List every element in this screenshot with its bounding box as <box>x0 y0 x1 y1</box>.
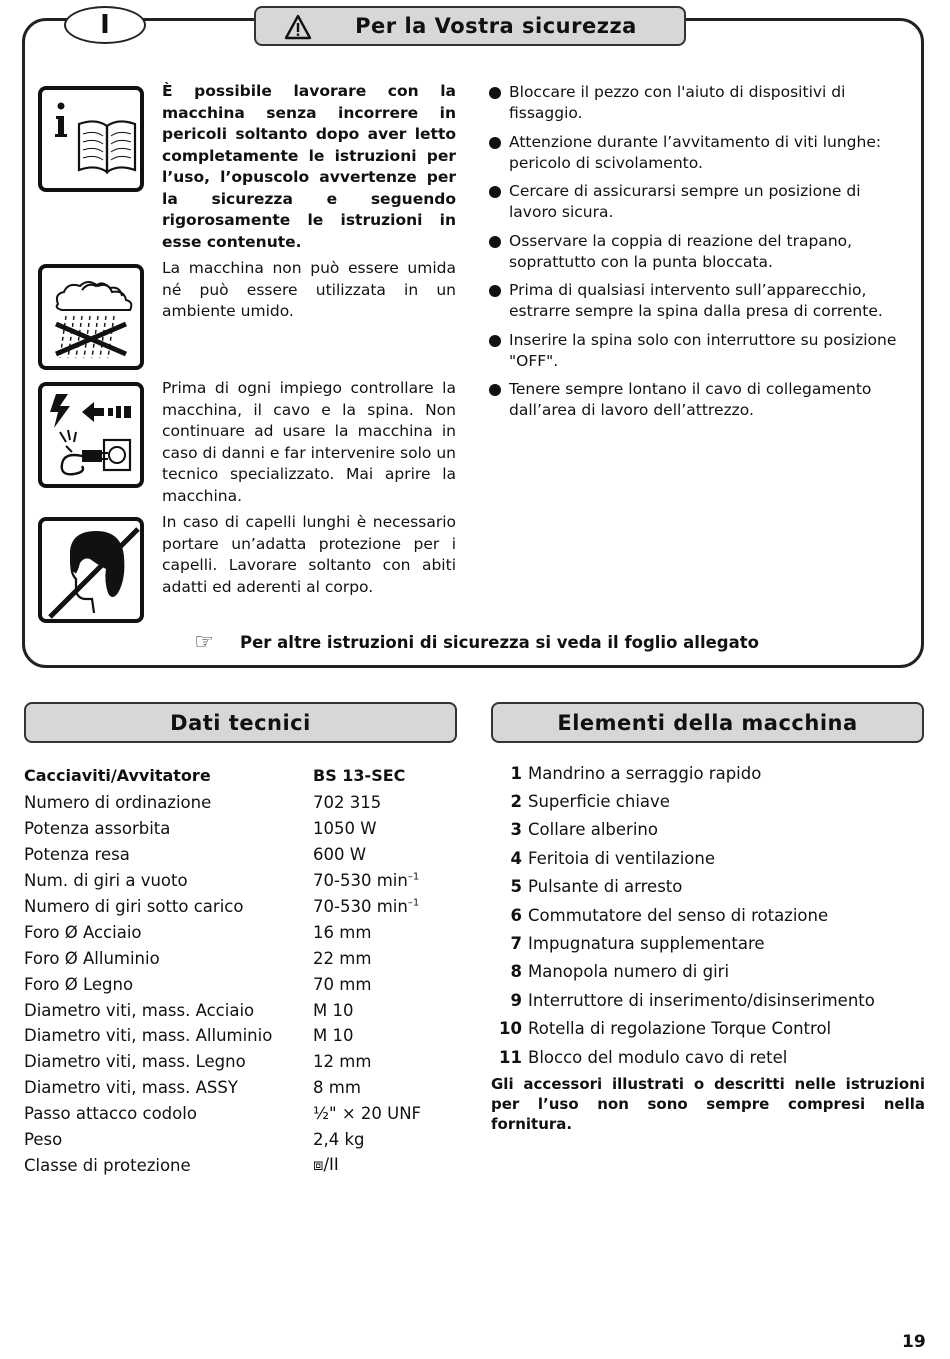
spec-label: Num. di giri a vuoto <box>24 871 188 891</box>
part-number: 1 <box>510 763 522 783</box>
hair-warning: In caso di capelli lunghi è necessario portare un’adatta protezione per i capelli. Lavorare soltanto con abiti adatti ed aderenti al corpo. <box>162 513 456 596</box>
inspection-warning: Prima di ogni impiego controllare la macchina, il cavo e la spina. Non continuare ad usare la macchina in caso di danni e far intervenire solo un tecnico specializzato. Mai aprire la macchina. <box>162 379 456 505</box>
part-item <box>494 986 926 1014</box>
part-label: Blocco del modulo cavo di retel <box>528 1047 788 1067</box>
no-rain-icon <box>38 264 144 370</box>
spec-value: 16 mm <box>313 922 372 942</box>
part-label: Manopola numero di giri <box>528 962 730 982</box>
safety-title: Per la Vostra sicurezza <box>355 14 637 38</box>
accessories-note: Gli accessori illustrati o descritti nelle istruzioni per l’uso non sono sempre compresi nella fornitura. <box>491 1075 925 1133</box>
specs-table-header <box>24 764 464 786</box>
part-item <box>494 958 926 986</box>
spec-value: ½" × 20 UNF <box>313 1104 422 1124</box>
part-label: Mandrino a serraggio rapido <box>528 763 762 783</box>
warning-icon <box>284 14 312 40</box>
specs-header-value: BS 13-SEC <box>313 765 406 785</box>
spec-label: Potenza resa <box>24 845 130 865</box>
spec-unit-exponent: –1 <box>407 871 420 883</box>
part-number: 9 <box>510 990 522 1010</box>
part-item <box>494 1043 926 1071</box>
parts-list <box>494 759 926 1071</box>
part-item <box>494 929 926 957</box>
bullet-item: Osservare la coppia di reazione del trapano, soprattutto con la punta bloccata. <box>488 231 913 273</box>
bullet-item: Cercare di assicurarsi sempre un posizione di lavoro sicura. <box>488 181 913 223</box>
part-label: Pulsante di arresto <box>528 877 683 897</box>
bullet-item: Attenzione durante l’avvitamento di viti lunghe: pericolo di scivolamento. <box>488 132 913 174</box>
part-label: Rotella di regolazione Torque Control <box>528 1019 832 1039</box>
spec-label: Numero di ordinazione <box>24 793 212 813</box>
part-item <box>494 844 926 872</box>
spec-row <box>24 1023 464 1049</box>
spec-value: M 10 <box>313 1000 354 1020</box>
parts-header <box>491 702 924 743</box>
spec-label: Numero di giri sotto carico <box>24 897 244 916</box>
read-manual-icon <box>38 86 144 192</box>
part-label: Collare alberino <box>528 820 658 840</box>
spec-label: Diametro viti, mass. Alluminio <box>24 1026 273 1046</box>
part-number: 3 <box>510 820 522 840</box>
spec-unit-exponent: –1 <box>407 897 420 909</box>
spec-row <box>24 1049 464 1075</box>
safety-bullets <box>488 82 913 429</box>
part-number: 6 <box>510 905 522 925</box>
spec-label: Diametro viti, mass. Legno <box>24 1052 246 1072</box>
specs-table <box>24 764 464 1178</box>
part-number: 2 <box>510 792 522 812</box>
spec-label: Classe di protezione <box>24 1155 191 1175</box>
spec-label: Potenza assorbita <box>24 819 171 839</box>
part-number: 11 <box>499 1047 522 1067</box>
spec-row <box>24 790 464 816</box>
part-number: 10 <box>499 1019 522 1039</box>
part-number: 4 <box>510 848 522 868</box>
spec-value: 70-530 $\min^{-1}$ <box>313 897 420 916</box>
spec-row <box>24 971 464 997</box>
part-item <box>494 759 926 787</box>
spec-value: 12 mm <box>313 1052 372 1072</box>
part-item <box>494 1015 926 1043</box>
spec-row <box>24 1152 464 1178</box>
spec-row <box>24 868 464 894</box>
spec-label: Passo attacco codolo <box>24 1104 197 1124</box>
spec-value: 1050 W <box>313 819 377 839</box>
part-label: Interruttore di inserimento/disinserimento <box>528 990 875 1010</box>
safety-footnote <box>182 630 759 655</box>
page-number: 19 <box>902 1332 926 1352</box>
part-number: 8 <box>510 962 522 982</box>
language-code: I <box>100 10 110 40</box>
spec-row <box>24 919 464 945</box>
spec-label: Peso <box>24 1130 63 1150</box>
spec-label: Diametro viti, mass. Acciaio <box>24 1000 255 1020</box>
spec-value: ⧈/II <box>313 1155 339 1175</box>
specs-header-label: Cacciaviti/Avvitatore <box>24 765 211 785</box>
spec-row <box>24 1075 464 1101</box>
spec-value: 702 315 <box>313 793 382 813</box>
spec-row <box>24 1101 464 1127</box>
part-item <box>494 787 926 815</box>
pointing-hand-icon: ☞ <box>194 630 214 655</box>
spec-row <box>24 1127 464 1153</box>
spec-value: 70 mm <box>313 974 372 994</box>
bullet-item: Prima di qualsiasi intervento sull’apparecchio, estrarre sempre la spina dalla presa di corrente. <box>488 280 913 322</box>
spec-label: Foro Ø Acciaio <box>24 922 142 942</box>
part-number: 7 <box>510 934 522 954</box>
spec-label: Foro Ø Alluminio <box>24 948 160 968</box>
language-badge <box>64 6 146 44</box>
spec-label: Foro Ø Legno <box>24 974 134 994</box>
spec-value: 70-530 $\min^{-1}$ <box>313 871 420 891</box>
check-cable-icon <box>38 382 144 488</box>
bullet-item: Inserire la spina solo con interruttore su posizione "OFF". <box>488 330 913 372</box>
specs-title: Dati tecnici <box>170 710 311 735</box>
spec-row <box>24 945 464 971</box>
part-label: Superficie chiave <box>528 792 670 812</box>
spec-value: 600 W <box>313 845 367 865</box>
spec-value: 2,4 kg <box>313 1130 365 1150</box>
spec-value: M 10 <box>313 1026 354 1046</box>
spec-row <box>24 842 464 868</box>
spec-row <box>24 894 464 920</box>
safety-header <box>254 6 686 46</box>
specs-header <box>24 702 457 743</box>
spec-value: 22 mm <box>313 948 372 968</box>
footnote-text: Per altre istruzioni di sicurezza si veda il foglio allegato <box>240 633 759 652</box>
part-item <box>494 901 926 929</box>
spec-label: Diametro viti, mass. ASSY <box>24 1078 238 1098</box>
spec-row <box>24 816 464 842</box>
part-label: Feritoia di ventilazione <box>528 848 715 868</box>
safety-intro: È possibile lavorare con la macchina senza incorrere in pericoli soltanto dopo aver letto completamente le istruzioni per l’uso, l’opuscolo avvertenze per la sicurezza e seguendo rigorosamente le istruzioni in esse contenute. <box>162 82 456 251</box>
spec-row <box>24 997 464 1023</box>
bullet-item: Bloccare il pezzo con l'aiuto di dispositivi di fissaggio. <box>488 82 913 124</box>
spec-value: 8 mm <box>313 1078 361 1098</box>
bullet-item: Tenere sempre lontano il cavo di collegamento dall’area di lavoro dell’attrezzo. <box>488 379 913 421</box>
part-label: Impugnatura supplementare <box>528 934 765 954</box>
humidity-warning: La macchina non può essere umida né può essere utilizzata in un ambiente umido. <box>162 259 456 320</box>
part-item <box>494 873 926 901</box>
hair-protection-icon <box>38 517 144 623</box>
part-item <box>494 816 926 844</box>
parts-title: Elementi della macchina <box>557 710 858 735</box>
part-label: Commutatore del senso di rotazione <box>528 905 829 925</box>
part-number: 5 <box>510 877 522 897</box>
